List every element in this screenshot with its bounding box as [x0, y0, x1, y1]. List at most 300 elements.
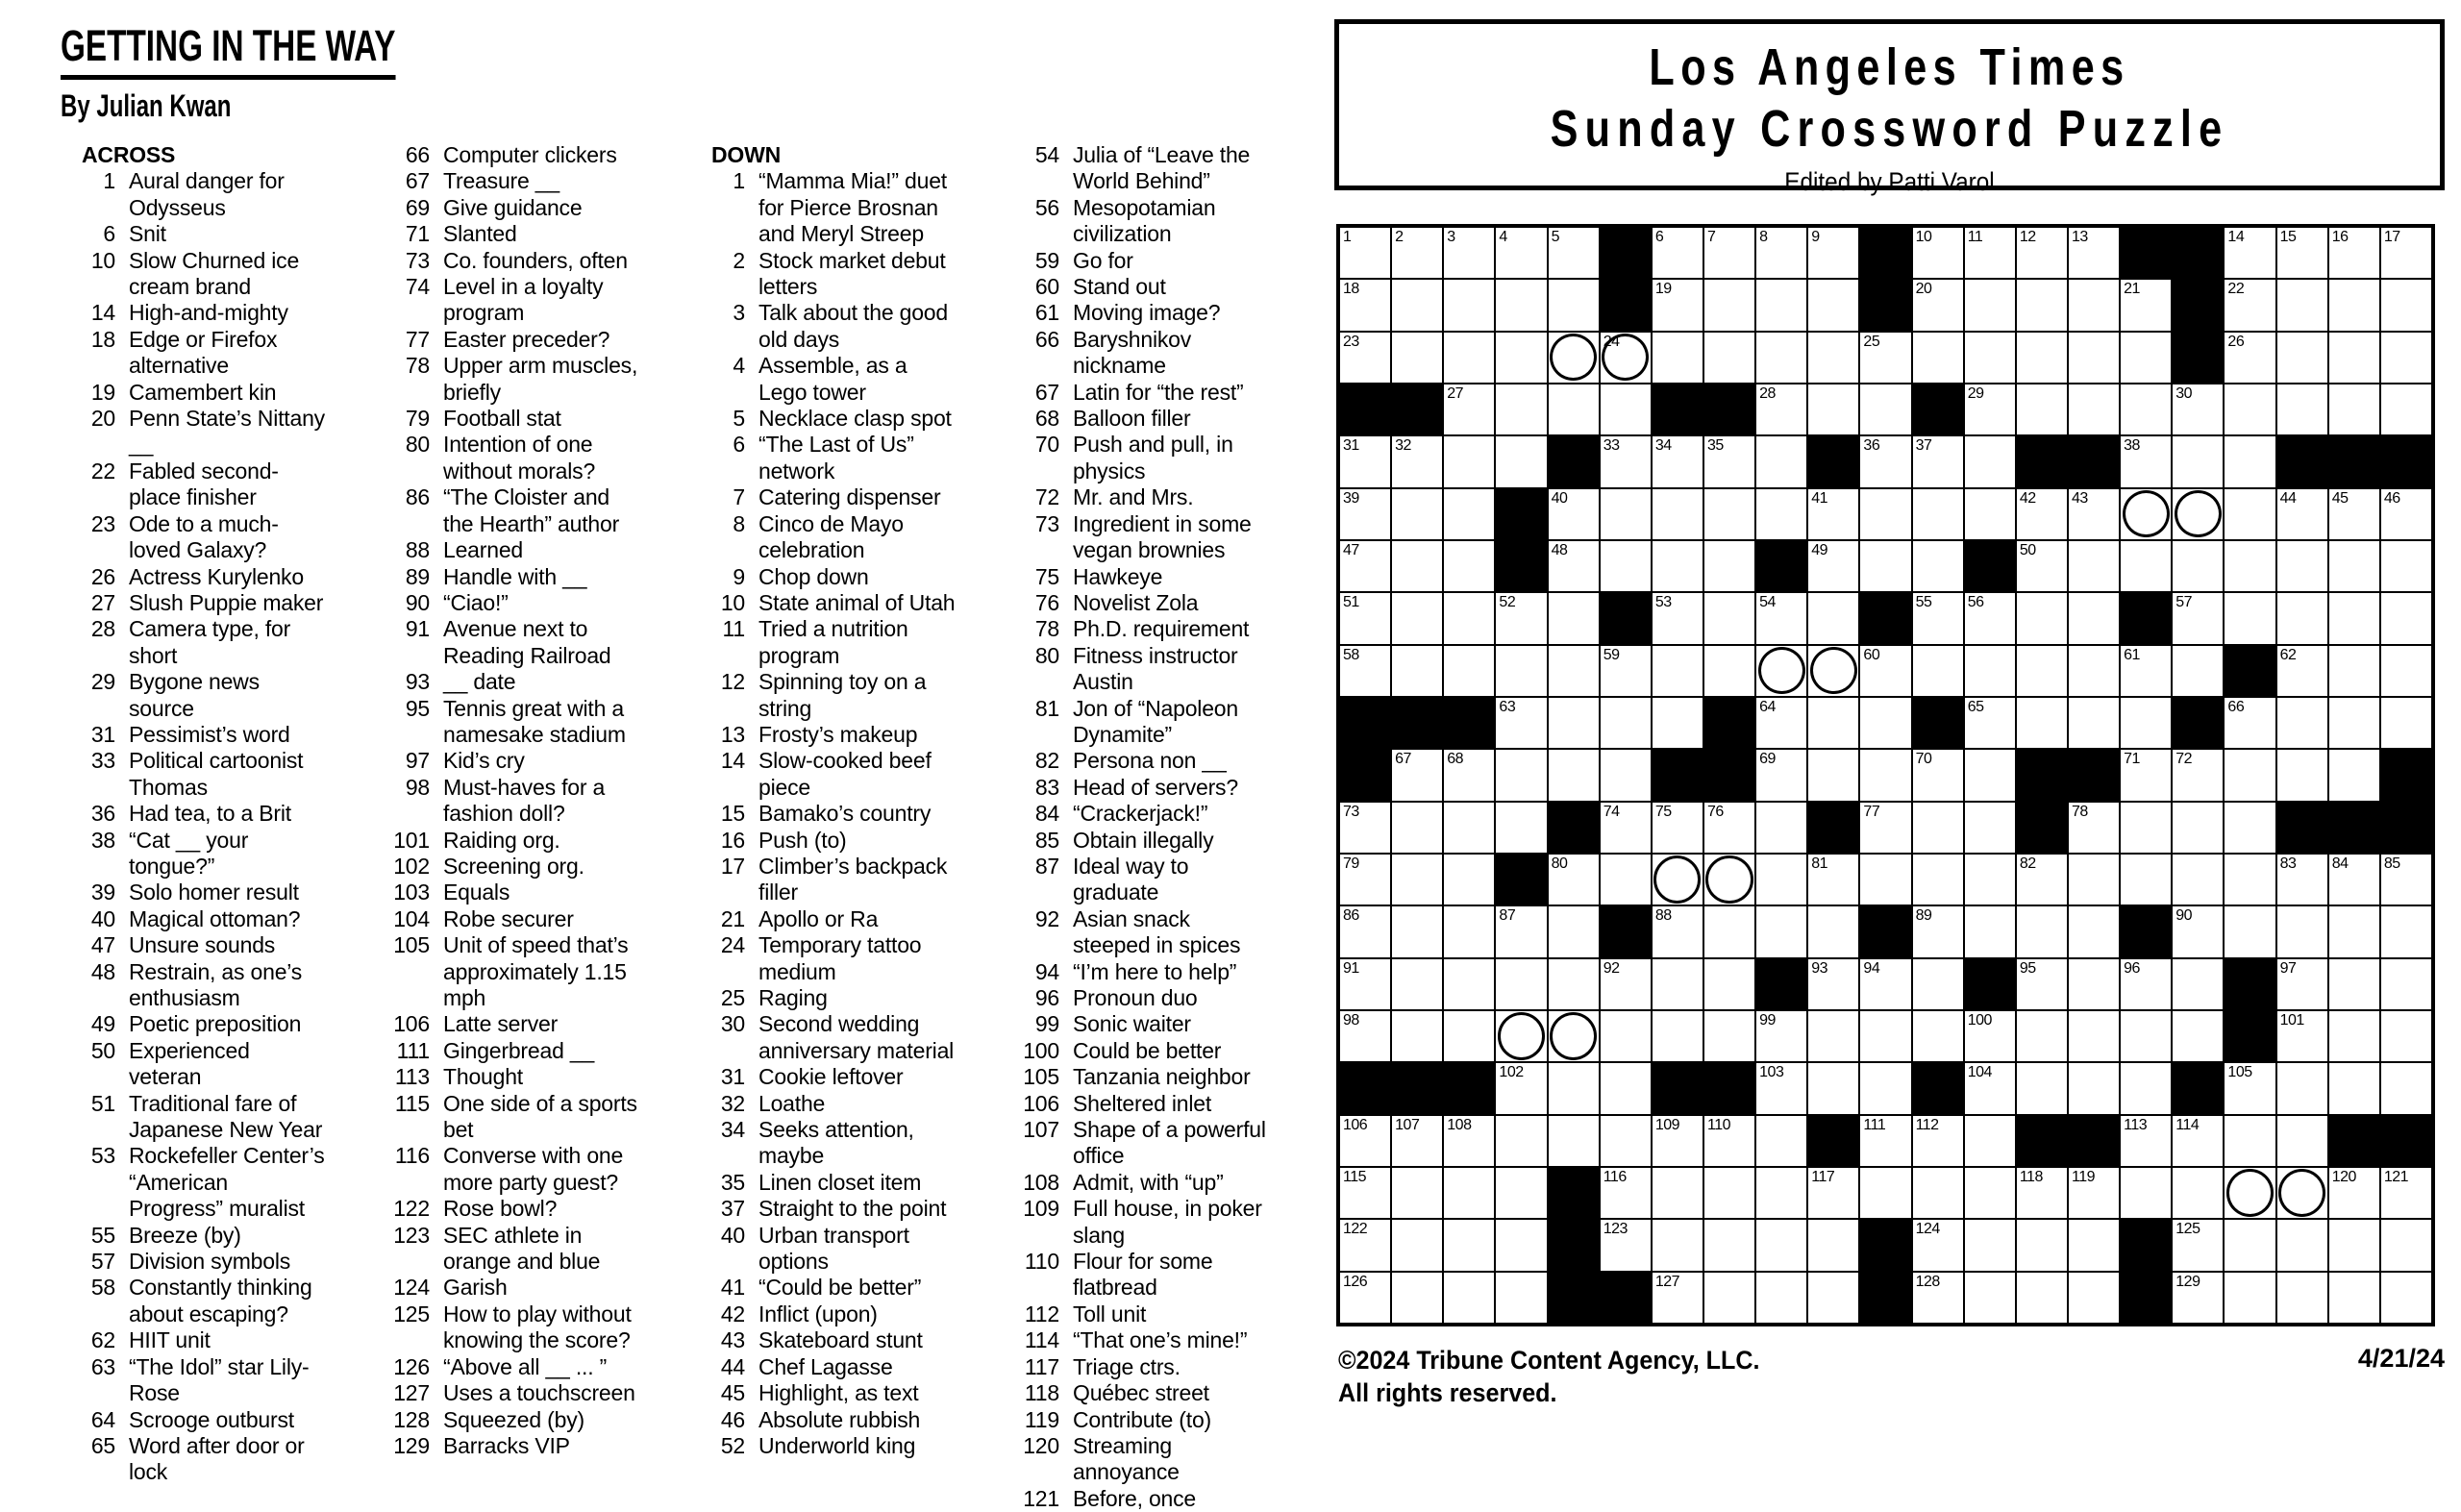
grid-cell[interactable]	[1964, 435, 2016, 487]
grid-cell[interactable]	[2120, 540, 2172, 592]
grid-cell[interactable]	[1495, 1167, 1547, 1219]
grid-cell[interactable]	[1964, 227, 2016, 279]
grid-cell[interactable]	[2068, 645, 2120, 697]
grid-cell[interactable]	[2016, 227, 2068, 279]
grid-cell[interactable]	[2068, 332, 2120, 384]
grid-cell[interactable]	[1703, 958, 1755, 1010]
grid-cell[interactable]	[1391, 435, 1443, 487]
grid-cell[interactable]	[2328, 1272, 2380, 1324]
grid-cell[interactable]	[1859, 332, 1911, 384]
grid-cell[interactable]	[1339, 1115, 1391, 1167]
grid-cell[interactable]	[1964, 749, 2016, 801]
grid-cell[interactable]	[1339, 1010, 1391, 1062]
grid-cell[interactable]	[2068, 958, 2120, 1010]
grid-cell[interactable]	[1807, 1010, 1859, 1062]
grid-cell[interactable]	[1600, 802, 1652, 854]
grid-cell[interactable]	[1912, 1167, 1964, 1219]
grid-cell[interactable]	[2068, 592, 2120, 644]
grid-cell[interactable]	[1652, 1167, 1703, 1219]
grid-cell[interactable]	[1495, 592, 1547, 644]
grid-cell[interactable]	[2120, 1062, 2172, 1114]
grid-cell[interactable]	[1964, 1167, 2016, 1219]
grid-cell[interactable]	[1755, 279, 1807, 331]
grid-cell[interactable]	[1495, 697, 1547, 749]
grid-cell[interactable]	[1859, 488, 1911, 540]
grid-cell[interactable]	[2380, 279, 2432, 331]
grid-cell[interactable]	[1807, 905, 1859, 957]
grid-cell[interactable]	[1807, 488, 1859, 540]
grid-cell[interactable]	[2068, 1167, 2120, 1219]
grid-cell[interactable]	[1703, 1219, 1755, 1271]
grid-cell[interactable]	[2328, 749, 2380, 801]
grid-cell[interactable]	[2120, 1010, 2172, 1062]
grid-cell[interactable]	[2224, 1219, 2275, 1271]
grid-cell[interactable]	[1600, 697, 1652, 749]
grid-cell[interactable]	[1391, 802, 1443, 854]
grid-cell[interactable]	[1548, 645, 1600, 697]
grid-cell[interactable]	[1443, 645, 1495, 697]
grid-cell[interactable]	[1600, 1219, 1652, 1271]
grid-cell[interactable]	[1339, 435, 1391, 487]
grid-cell[interactable]	[1755, 488, 1807, 540]
grid-cell[interactable]	[1391, 1010, 1443, 1062]
grid-cell[interactable]	[1600, 488, 1652, 540]
grid-cell[interactable]	[2172, 435, 2224, 487]
grid-cell[interactable]	[2224, 905, 2275, 957]
grid-cell-circled[interactable]	[1807, 645, 1859, 697]
grid-cell[interactable]	[2224, 1062, 2275, 1114]
grid-cell[interactable]	[2016, 697, 2068, 749]
grid-cell[interactable]	[1600, 435, 1652, 487]
grid-cell[interactable]	[2068, 540, 2120, 592]
grid-cell[interactable]	[1755, 802, 1807, 854]
grid-cell[interactable]	[1495, 802, 1547, 854]
grid-cell[interactable]	[1755, 749, 1807, 801]
grid-cell[interactable]	[2380, 488, 2432, 540]
grid-cell[interactable]	[2276, 854, 2328, 905]
grid-cell[interactable]	[2328, 227, 2380, 279]
grid-cell[interactable]	[1964, 1010, 2016, 1062]
grid-cell[interactable]	[2328, 332, 2380, 384]
grid-cell[interactable]	[1964, 854, 2016, 905]
grid-cell[interactable]	[2016, 279, 2068, 331]
grid-cell[interactable]	[1443, 279, 1495, 331]
grid-cell[interactable]	[1912, 1219, 1964, 1271]
grid-cell[interactable]	[2276, 332, 2328, 384]
grid-cell[interactable]	[1391, 540, 1443, 592]
grid-cell[interactable]	[1339, 1219, 1391, 1271]
grid-cell[interactable]	[1600, 540, 1652, 592]
grid-cell[interactable]	[1652, 488, 1703, 540]
grid-cell-circled[interactable]	[1652, 854, 1703, 905]
grid-cell[interactable]	[2224, 332, 2275, 384]
grid-cell[interactable]	[2224, 697, 2275, 749]
grid-cell[interactable]	[2016, 645, 2068, 697]
grid-cell[interactable]	[2224, 1272, 2275, 1324]
grid-cell[interactable]	[2328, 1062, 2380, 1114]
grid-cell[interactable]	[1964, 1219, 2016, 1271]
grid-cell[interactable]	[1755, 697, 1807, 749]
grid-cell[interactable]	[2120, 1167, 2172, 1219]
grid-cell[interactable]	[2276, 749, 2328, 801]
grid-cell[interactable]	[1652, 435, 1703, 487]
grid-cell[interactable]	[2328, 958, 2380, 1010]
grid-cell[interactable]	[1755, 854, 1807, 905]
grid-cell[interactable]	[1495, 749, 1547, 801]
grid-cell[interactable]	[1755, 1062, 1807, 1114]
grid-cell[interactable]	[1964, 697, 2016, 749]
grid-cell[interactable]	[2276, 645, 2328, 697]
grid-cell[interactable]	[1703, 227, 1755, 279]
grid-cell[interactable]	[2328, 279, 2380, 331]
grid-cell[interactable]	[1652, 1219, 1703, 1271]
grid-cell[interactable]	[1807, 227, 1859, 279]
grid-cell[interactable]	[1339, 1167, 1391, 1219]
grid-cell[interactable]	[1391, 1272, 1443, 1324]
grid-cell[interactable]	[1912, 854, 1964, 905]
grid-cell[interactable]	[2380, 592, 2432, 644]
grid-cell[interactable]	[2120, 854, 2172, 905]
grid-cell[interactable]	[2068, 488, 2120, 540]
grid-cell[interactable]	[1807, 854, 1859, 905]
grid-cell[interactable]	[1652, 592, 1703, 644]
grid-cell[interactable]	[1652, 1115, 1703, 1167]
grid-cell[interactable]	[2276, 540, 2328, 592]
grid-cell[interactable]	[2120, 645, 2172, 697]
grid-cell[interactable]	[1443, 1010, 1495, 1062]
grid-cell[interactable]	[1339, 802, 1391, 854]
grid-cell[interactable]	[1495, 384, 1547, 435]
grid-cell[interactable]	[1495, 1062, 1547, 1114]
grid-cell[interactable]	[2380, 1062, 2432, 1114]
grid-cell[interactable]	[1339, 592, 1391, 644]
grid-cell[interactable]	[2224, 1115, 2275, 1167]
grid-cell[interactable]	[2120, 435, 2172, 487]
grid-cell[interactable]	[1391, 905, 1443, 957]
grid-cell[interactable]	[2016, 1010, 2068, 1062]
grid-cell[interactable]	[1495, 227, 1547, 279]
grid-cell[interactable]	[1807, 1167, 1859, 1219]
grid-cell[interactable]	[2276, 279, 2328, 331]
grid-cell[interactable]	[2172, 645, 2224, 697]
grid-cell[interactable]	[1443, 958, 1495, 1010]
grid-cell[interactable]	[1703, 540, 1755, 592]
grid-cell[interactable]	[1703, 1167, 1755, 1219]
grid-cell[interactable]	[1548, 749, 1600, 801]
grid-cell[interactable]	[2172, 854, 2224, 905]
grid-cell[interactable]	[1703, 332, 1755, 384]
grid-cell[interactable]	[2276, 905, 2328, 957]
grid-cell[interactable]	[1807, 1062, 1859, 1114]
grid-cell[interactable]	[2068, 905, 2120, 957]
grid-cell[interactable]	[2120, 697, 2172, 749]
grid-cell[interactable]	[1443, 1167, 1495, 1219]
grid-cell[interactable]	[1443, 540, 1495, 592]
grid-cell[interactable]	[2224, 227, 2275, 279]
grid-cell[interactable]	[1443, 435, 1495, 487]
grid-cell[interactable]	[2380, 1219, 2432, 1271]
grid-cell[interactable]	[1443, 802, 1495, 854]
grid-cell[interactable]	[2276, 384, 2328, 435]
grid-cell[interactable]	[1652, 645, 1703, 697]
grid-cell[interactable]	[1391, 749, 1443, 801]
grid-cell[interactable]	[2276, 1272, 2328, 1324]
grid-cell[interactable]	[1859, 1115, 1911, 1167]
grid-cell[interactable]	[2172, 1219, 2224, 1271]
grid-cell[interactable]	[1912, 227, 1964, 279]
grid-cell[interactable]	[2380, 905, 2432, 957]
grid-cell[interactable]	[1755, 1115, 1807, 1167]
grid-cell[interactable]	[1807, 697, 1859, 749]
grid-cell-circled[interactable]	[1548, 1010, 1600, 1062]
grid-cell[interactable]	[1339, 488, 1391, 540]
grid-cell[interactable]	[1443, 488, 1495, 540]
grid-cell[interactable]	[2068, 1219, 2120, 1271]
grid-cell[interactable]	[2068, 227, 2120, 279]
grid-cell[interactable]	[2016, 958, 2068, 1010]
grid-cell[interactable]	[1807, 332, 1859, 384]
grid-cell[interactable]	[1339, 958, 1391, 1010]
grid-cell[interactable]	[1548, 854, 1600, 905]
grid-cell[interactable]	[1391, 1167, 1443, 1219]
grid-cell[interactable]	[2120, 958, 2172, 1010]
grid-cell-circled[interactable]	[1495, 1010, 1547, 1062]
grid-cell[interactable]	[1652, 227, 1703, 279]
grid-cell[interactable]	[2224, 279, 2275, 331]
grid-cell[interactable]	[1807, 384, 1859, 435]
grid-cell[interactable]	[1964, 592, 2016, 644]
grid-cell[interactable]	[2276, 1219, 2328, 1271]
grid-cell[interactable]	[1807, 749, 1859, 801]
grid-cell[interactable]	[1443, 1219, 1495, 1271]
grid-cell[interactable]	[2380, 1272, 2432, 1324]
grid-cell[interactable]	[2276, 488, 2328, 540]
grid-cell[interactable]	[1964, 905, 2016, 957]
grid-cell[interactable]	[1391, 488, 1443, 540]
grid-cell-circled[interactable]	[1548, 332, 1600, 384]
grid-cell[interactable]	[2120, 749, 2172, 801]
grid-cell[interactable]	[1339, 540, 1391, 592]
grid-cell[interactable]	[2380, 697, 2432, 749]
grid-cell[interactable]	[1391, 227, 1443, 279]
grid-cell[interactable]	[2328, 697, 2380, 749]
grid-cell-circled[interactable]	[1755, 645, 1807, 697]
grid-cell[interactable]	[2276, 1062, 2328, 1114]
grid-cell[interactable]	[2328, 1219, 2380, 1271]
grid-cell[interactable]	[2068, 279, 2120, 331]
grid-cell[interactable]	[1443, 905, 1495, 957]
grid-cell[interactable]	[2328, 592, 2380, 644]
grid-cell[interactable]	[1391, 592, 1443, 644]
grid-cell[interactable]	[1807, 279, 1859, 331]
grid-cell[interactable]	[2380, 384, 2432, 435]
grid-cell[interactable]	[1652, 958, 1703, 1010]
grid-cell[interactable]	[1652, 802, 1703, 854]
grid-cell[interactable]	[1912, 905, 1964, 957]
grid-cell[interactable]	[1703, 1010, 1755, 1062]
grid-cell[interactable]	[1859, 802, 1911, 854]
grid-cell[interactable]	[1912, 279, 1964, 331]
grid-cell[interactable]	[1443, 384, 1495, 435]
grid-cell[interactable]	[2172, 1010, 2224, 1062]
grid-cell[interactable]	[1703, 905, 1755, 957]
grid-cell[interactable]	[1548, 592, 1600, 644]
grid-cell[interactable]	[1755, 332, 1807, 384]
grid-cell[interactable]	[1391, 645, 1443, 697]
grid-cell[interactable]	[1912, 332, 1964, 384]
grid-cell[interactable]	[1443, 592, 1495, 644]
grid-cell[interactable]	[1964, 332, 2016, 384]
grid-cell[interactable]	[1912, 540, 1964, 592]
grid-cell[interactable]	[1391, 958, 1443, 1010]
grid-cell[interactable]	[1548, 227, 1600, 279]
grid-cell[interactable]	[1912, 435, 1964, 487]
grid-cell[interactable]	[1443, 749, 1495, 801]
grid-cell[interactable]	[2120, 1115, 2172, 1167]
grid-cell[interactable]	[1652, 279, 1703, 331]
grid-cell[interactable]	[1964, 645, 2016, 697]
grid-cell[interactable]	[1755, 227, 1807, 279]
grid-cell[interactable]	[1859, 697, 1911, 749]
grid-cell[interactable]	[1391, 332, 1443, 384]
grid-cell[interactable]	[1548, 1115, 1600, 1167]
grid-cell[interactable]	[2224, 435, 2275, 487]
grid-cell[interactable]	[1652, 905, 1703, 957]
grid-cell[interactable]	[2328, 854, 2380, 905]
grid-cell-circled[interactable]	[2120, 488, 2172, 540]
grid-cell[interactable]	[1964, 1272, 2016, 1324]
grid-cell[interactable]	[1495, 279, 1547, 331]
grid-cell[interactable]	[1755, 1010, 1807, 1062]
grid-cell[interactable]	[1339, 905, 1391, 957]
grid-cell[interactable]	[1859, 540, 1911, 592]
grid-cell[interactable]	[1755, 1219, 1807, 1271]
grid-cell[interactable]	[2016, 854, 2068, 905]
grid-cell[interactable]	[1912, 592, 1964, 644]
grid-cell[interactable]	[1600, 384, 1652, 435]
grid-cell[interactable]	[1859, 645, 1911, 697]
grid-cell-circled[interactable]	[1600, 332, 1652, 384]
grid-cell[interactable]	[2328, 645, 2380, 697]
grid-cell[interactable]	[1600, 854, 1652, 905]
grid-cell[interactable]	[2328, 488, 2380, 540]
grid-cell[interactable]	[1391, 279, 1443, 331]
grid-cell[interactable]	[1443, 1115, 1495, 1167]
grid-cell[interactable]	[1339, 227, 1391, 279]
grid-cell[interactable]	[1339, 332, 1391, 384]
grid-cell[interactable]	[2224, 540, 2275, 592]
grid-cell[interactable]	[2224, 854, 2275, 905]
grid-cell[interactable]	[2120, 279, 2172, 331]
grid-cell[interactable]	[1807, 540, 1859, 592]
grid-cell[interactable]	[2172, 1115, 2224, 1167]
grid-cell[interactable]	[1391, 1115, 1443, 1167]
grid-cell[interactable]	[2276, 697, 2328, 749]
grid-cell[interactable]	[1495, 332, 1547, 384]
grid-cell[interactable]	[1443, 227, 1495, 279]
grid-cell[interactable]	[2380, 1010, 2432, 1062]
grid-cell[interactable]	[1912, 645, 1964, 697]
grid-cell[interactable]	[1443, 332, 1495, 384]
grid-cell[interactable]	[1755, 1272, 1807, 1324]
grid-cell[interactable]	[2120, 384, 2172, 435]
grid-cell[interactable]	[2068, 802, 2120, 854]
grid-cell[interactable]	[1859, 435, 1911, 487]
grid-cell[interactable]	[2328, 540, 2380, 592]
grid-cell[interactable]	[2380, 332, 2432, 384]
grid-cell[interactable]	[1859, 749, 1911, 801]
grid-cell[interactable]	[1912, 1272, 1964, 1324]
grid-cell[interactable]	[1859, 384, 1911, 435]
grid-cell[interactable]	[1964, 1115, 2016, 1167]
grid-cell[interactable]	[2016, 384, 2068, 435]
grid-cell[interactable]	[2276, 1010, 2328, 1062]
grid-cell[interactable]	[1600, 645, 1652, 697]
grid-cell[interactable]	[2172, 540, 2224, 592]
grid-cell[interactable]	[2328, 905, 2380, 957]
grid-cell-circled[interactable]	[1703, 854, 1755, 905]
grid-cell[interactable]	[2068, 1010, 2120, 1062]
grid-cell[interactable]	[1495, 435, 1547, 487]
grid-cell[interactable]	[2172, 384, 2224, 435]
grid-cell[interactable]	[2328, 1167, 2380, 1219]
grid-cell[interactable]	[1652, 540, 1703, 592]
grid-cell[interactable]	[1964, 1062, 2016, 1114]
grid-cell[interactable]	[2276, 592, 2328, 644]
grid-cell[interactable]	[2068, 1062, 2120, 1114]
grid-cell[interactable]	[2276, 1115, 2328, 1167]
grid-cell[interactable]	[1391, 854, 1443, 905]
grid-cell[interactable]	[1807, 1219, 1859, 1271]
grid-cell[interactable]	[2380, 645, 2432, 697]
grid-cell[interactable]	[2172, 958, 2224, 1010]
grid-cell[interactable]	[2172, 905, 2224, 957]
grid-cell[interactable]	[2172, 592, 2224, 644]
grid-cell[interactable]	[1600, 749, 1652, 801]
grid-cell-circled[interactable]	[2276, 1167, 2328, 1219]
grid-cell[interactable]	[2016, 592, 2068, 644]
grid-cell[interactable]	[1339, 279, 1391, 331]
grid-cell[interactable]	[1859, 1010, 1911, 1062]
grid-cell-circled[interactable]	[2224, 1167, 2275, 1219]
grid-cell[interactable]	[1548, 1062, 1600, 1114]
grid-cell[interactable]	[1703, 1115, 1755, 1167]
grid-cell[interactable]	[2172, 749, 2224, 801]
grid-cell[interactable]	[2016, 1272, 2068, 1324]
grid-cell[interactable]	[1495, 1115, 1547, 1167]
grid-cell[interactable]	[2380, 1167, 2432, 1219]
grid-cell[interactable]	[1652, 332, 1703, 384]
grid-cell[interactable]	[1755, 435, 1807, 487]
grid-cell[interactable]	[1548, 958, 1600, 1010]
grid-cell[interactable]	[1548, 384, 1600, 435]
grid-cell[interactable]	[1548, 488, 1600, 540]
grid-cell[interactable]	[2172, 1167, 2224, 1219]
grid-cell[interactable]	[1807, 592, 1859, 644]
grid-cell[interactable]	[1600, 1115, 1652, 1167]
grid-cell[interactable]	[1912, 1115, 1964, 1167]
grid-cell[interactable]	[1912, 749, 1964, 801]
grid-cell[interactable]	[2380, 540, 2432, 592]
grid-cell[interactable]	[1807, 958, 1859, 1010]
grid-cell[interactable]	[1391, 1219, 1443, 1271]
grid-cell[interactable]	[1912, 958, 1964, 1010]
grid-cell[interactable]	[2016, 1219, 2068, 1271]
grid-cell[interactable]	[2068, 854, 2120, 905]
grid-cell[interactable]	[2380, 958, 2432, 1010]
grid-cell[interactable]	[2328, 384, 2380, 435]
grid-cell[interactable]	[1495, 1272, 1547, 1324]
